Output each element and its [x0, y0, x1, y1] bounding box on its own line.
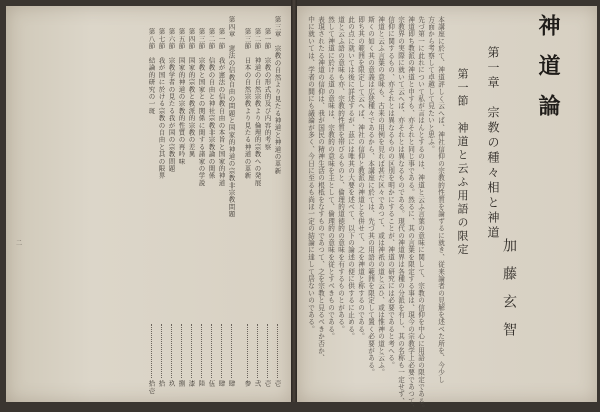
body-column: 表現されたる神道の信仰は、我が国民の精神生活の根柢をなすものであつて、之を宗教と見るべきか否か、 — [316, 16, 325, 362]
toc-page-number: 参 — [243, 380, 252, 388]
toc-page-number: 捌 — [177, 380, 186, 388]
toc-page-number: 拾 — [157, 380, 166, 388]
toc-leader — [171, 324, 172, 378]
toc-leader — [181, 324, 182, 378]
chapter-heading: 第一章 宗教の種々相と神道 — [486, 46, 500, 241]
toc-page-number: 壱 — [273, 380, 282, 388]
toc-page-number: 伍 — [207, 380, 216, 388]
page-title: 神道論 — [535, 14, 561, 134]
toc-leader — [231, 324, 232, 378]
body-column: 方面から考察して卓越して見たいと思ふ。 — [426, 16, 435, 153]
toc-page-number: 弐 — [253, 380, 262, 388]
toc-page-number: 肆 — [227, 380, 236, 388]
toc-chapter: 第三章 宗教の自然より見たる神道と神道の革新 — [273, 16, 282, 175]
body-column: 信仰に関するもの、亦それとは異なるものの区別を明かにすることが、神道の研究には必要であると考へる。 — [386, 16, 395, 369]
toc-leader — [151, 324, 152, 378]
page-number: 二 — [16, 240, 23, 247]
toc-leader — [161, 324, 162, 378]
toc-section: 第六節 宗教学者の見たる我が国の宗教問題 — [167, 28, 176, 172]
toc-section: 第二節 神道の自然宗教より倫理的宗教への発展 — [253, 28, 262, 187]
toc-leader — [221, 324, 222, 378]
toc-section: 第三節 日本の自然宗教より見たる神道の革新 — [243, 28, 252, 180]
right-page-text — [297, 6, 597, 412]
body-column: 斯くの如く其の意義は広狭種々であるから、本講座に於ては、先づ其の用語の範囲を限定して置く必要がある。 — [366, 16, 375, 376]
toc-leader — [191, 324, 192, 378]
toc-leader — [201, 324, 202, 378]
toc-page-number: 漆 — [187, 380, 196, 388]
toc-section: 第三節 宗教と国家との関係に関する諸家の学説 — [197, 28, 206, 187]
toc-page-number: 壱 — [263, 380, 272, 388]
body-column: 即ち其の範囲を限定して云へば、神社の信仰と教派の神道とを併せて、之を神道と称するのである。 — [356, 16, 365, 340]
body-column: 神道即ち教派の神道と申すも、亦それと同じ事である。然るに、其の言葉を限定する事は、現今の宗教学上必要であつて、 — [406, 16, 415, 412]
toc-section: 第二節 信教の自由と神社宗教非宗教論の関係 — [207, 28, 216, 180]
body-column: 神道と云ふ言葉の意味も、古来の用例を見れば甚だ区々であつて、或は神祇の道と云ひ、或は惟神の道と云ふ。 — [376, 16, 385, 376]
toc-section: 第一節 宗教の形式的及び内容的考察 — [263, 28, 272, 151]
toc-page-number: 陸 — [197, 380, 206, 388]
toc-page-number: 玖 — [167, 380, 176, 388]
body-column: 中に就いては、学者の間にも議論が多く、今日に至るも尚ほ一定の結論に達して居ないのである。 — [306, 16, 315, 333]
toc-section: 第五節 国家的神道の宗教的性質の再吟味 — [177, 28, 186, 165]
body-column: 然して神道に於ける道の意味は、宗教的の意味を主として、倫理的の意味を従とすべきものである。 — [326, 16, 335, 340]
body-column: 此の点に就いては後に詳述するが、茲には唯其の大要を述べて、以下の論述の便に供するに止める。 — [346, 16, 355, 340]
toc-section: 第一節 我が憲法の信教自由の本旨と国家的神道 — [217, 28, 226, 187]
toc-section: 第七節 我が国に於ける宗教の自由と其の限界 — [157, 28, 166, 180]
toc-leader — [257, 324, 258, 378]
body-column: 本講座に於て、神道評しく云へば、神社信仰の宗教的性質を論ずるに就き、従来論者の見解を述べた所を、今少し — [436, 16, 445, 384]
section-heading: 第一節 神道と云ふ用語の限定 — [456, 68, 469, 257]
left-page-toc — [6, 6, 291, 402]
toc-section: 第四節 国家的宗教と教派的宗教の差異 — [187, 28, 196, 158]
body-column: 宗教界の実際に就いて云へば、亦それとは異なるものである。現代の神道界は各種の分派を有し、其の名称も一定せず、 — [396, 16, 405, 405]
toc-section: 第八節 結論的研究の一斑 — [147, 28, 156, 115]
toc-leader — [267, 324, 268, 378]
body-column: 道と云ふ語の意味も亦、宗教的性質を帯びるものと、倫理的道徳的の意味を有するものとがある。 — [336, 16, 345, 333]
author-name: 加藤玄智 — [501, 238, 517, 350]
body-column: 先づ第一に此れについて私が言はんとするのは、神道と云ふ言葉の意味に関して、宗教の信仰を中心に用語の限定である。 — [416, 16, 425, 412]
toc-page-number: 肆 — [217, 380, 226, 388]
toc-leader — [247, 324, 248, 378]
toc-leader — [277, 324, 278, 378]
toc-page-number: 拾壱 — [147, 380, 156, 395]
toc-leader — [211, 324, 212, 378]
toc-chapter: 第四章 憲法の信教自由の問題と国家的神道の宗教非宗教問題 — [227, 16, 236, 218]
